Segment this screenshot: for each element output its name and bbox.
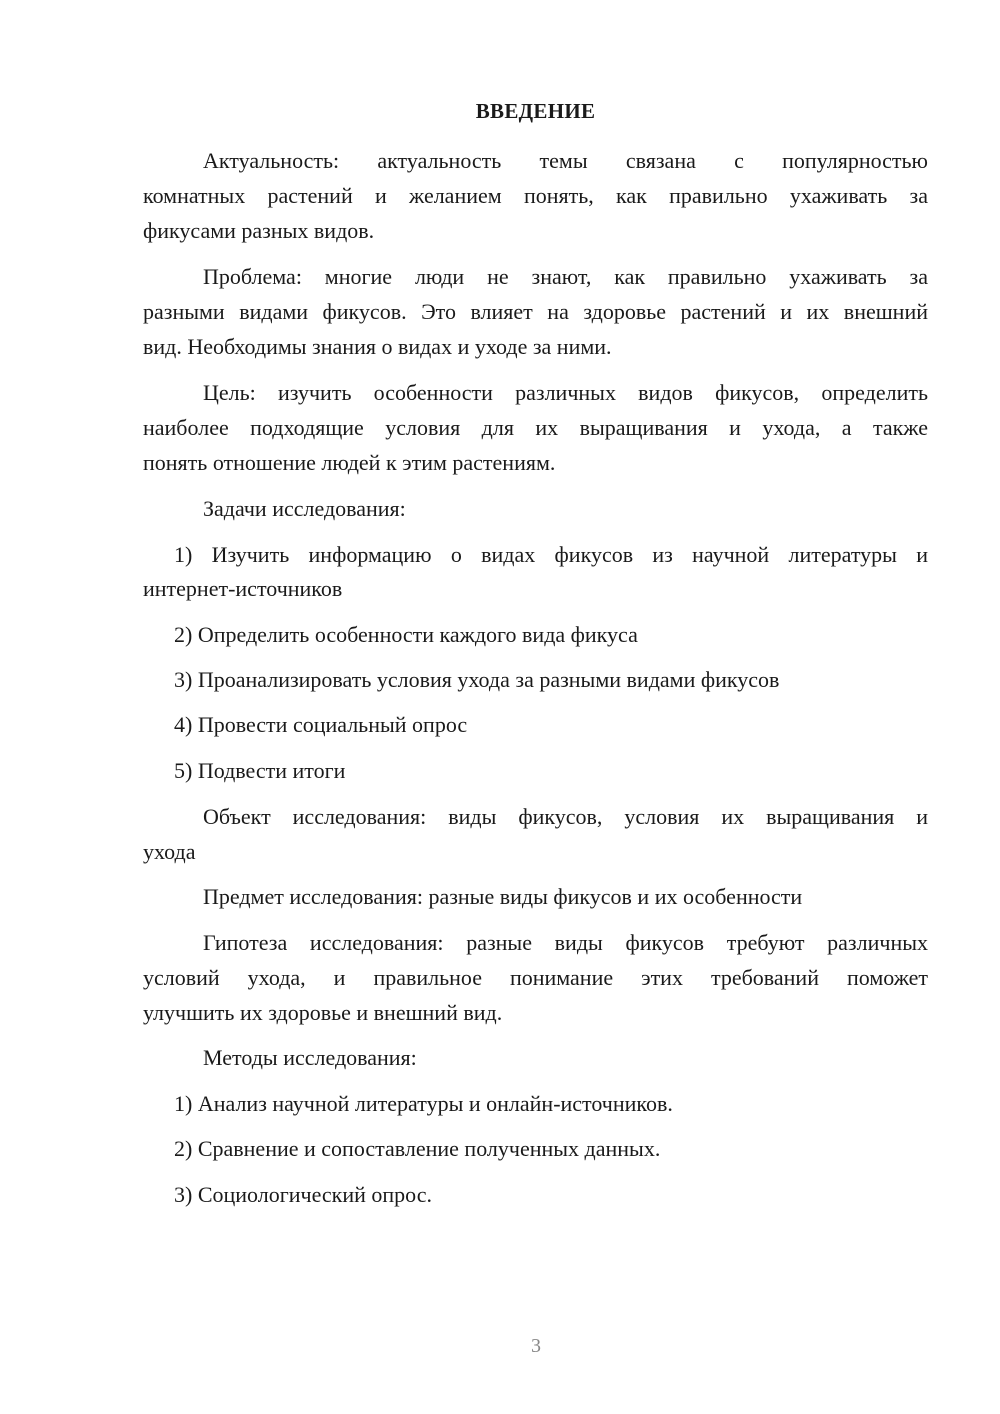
text-line-relevance-3: фикусами разных видов.	[143, 218, 375, 243]
text-line-problem-3: вид. Необходимы знания о видах и уходе за ними.	[143, 334, 612, 359]
text-line-object-2: ухода	[143, 839, 196, 864]
text-line-relevance-2: комнатных растений и желанием понять, как правильно ухаживать за	[143, 183, 928, 208]
method-item-3: 3) Социологический опрос.	[174, 1182, 432, 1207]
section-heading: ВВЕДЕНИЕ	[475, 99, 596, 123]
task-item-3: 3) Проанализировать условия ухода за разными видами фикусов	[174, 667, 780, 692]
text-line-goal-1: Цель: изучить особенности различных видов фикусов, определить	[203, 380, 928, 405]
task-item-1-line-1: 1) Изучить информацию о видах фикусов из научной литературы и	[174, 542, 928, 567]
method-item-2: 2) Сравнение и сопоставление полученных данных.	[174, 1136, 661, 1161]
text-line-goal-3: понять отношение людей к этим растениям.	[143, 450, 556, 475]
text-line-problem-1: Проблема: многие люди не знают, как правильно ухаживать за	[203, 264, 928, 289]
text-line-hypothesis-3: улучшить их здоровье и внешний вид.	[143, 1000, 503, 1025]
methods-heading: Методы исследования:	[203, 1045, 417, 1070]
task-item-2: 2) Определить особенности каждого вида фикуса	[174, 622, 638, 647]
text-line-hypothesis-2: условий ухода, и правильное понимание этих требований поможет	[143, 965, 928, 990]
text-line-problem-2: разными видами фикусов. Это влияет на здоровье растений и их внешний	[143, 299, 928, 324]
text-line-object-1: Объект исследования: виды фикусов, условия их выращивания и	[203, 804, 928, 829]
tasks-heading: Задачи исследования:	[203, 496, 406, 521]
text-line-hypothesis-1: Гипотеза исследования: разные виды фикусов требуют различных	[203, 930, 928, 955]
text-line-relevance-1: Актуальность: актуальность темы связана с популярностью	[203, 148, 928, 173]
method-item-1: 1) Анализ научной литературы и онлайн-источников.	[174, 1091, 673, 1116]
page-number: 3	[531, 1335, 541, 1357]
task-item-1-line-2: интернет-источников	[143, 576, 343, 601]
text-line-goal-2: наиболее подходящие условия для их выращивания и ухода, а также	[143, 415, 928, 440]
text-line-subject: Предмет исследования: разные виды фикусов и их особенности	[203, 884, 803, 909]
task-item-4: 4) Провести социальный опрос	[174, 712, 468, 737]
task-item-5: 5) Подвести итоги	[174, 758, 346, 783]
